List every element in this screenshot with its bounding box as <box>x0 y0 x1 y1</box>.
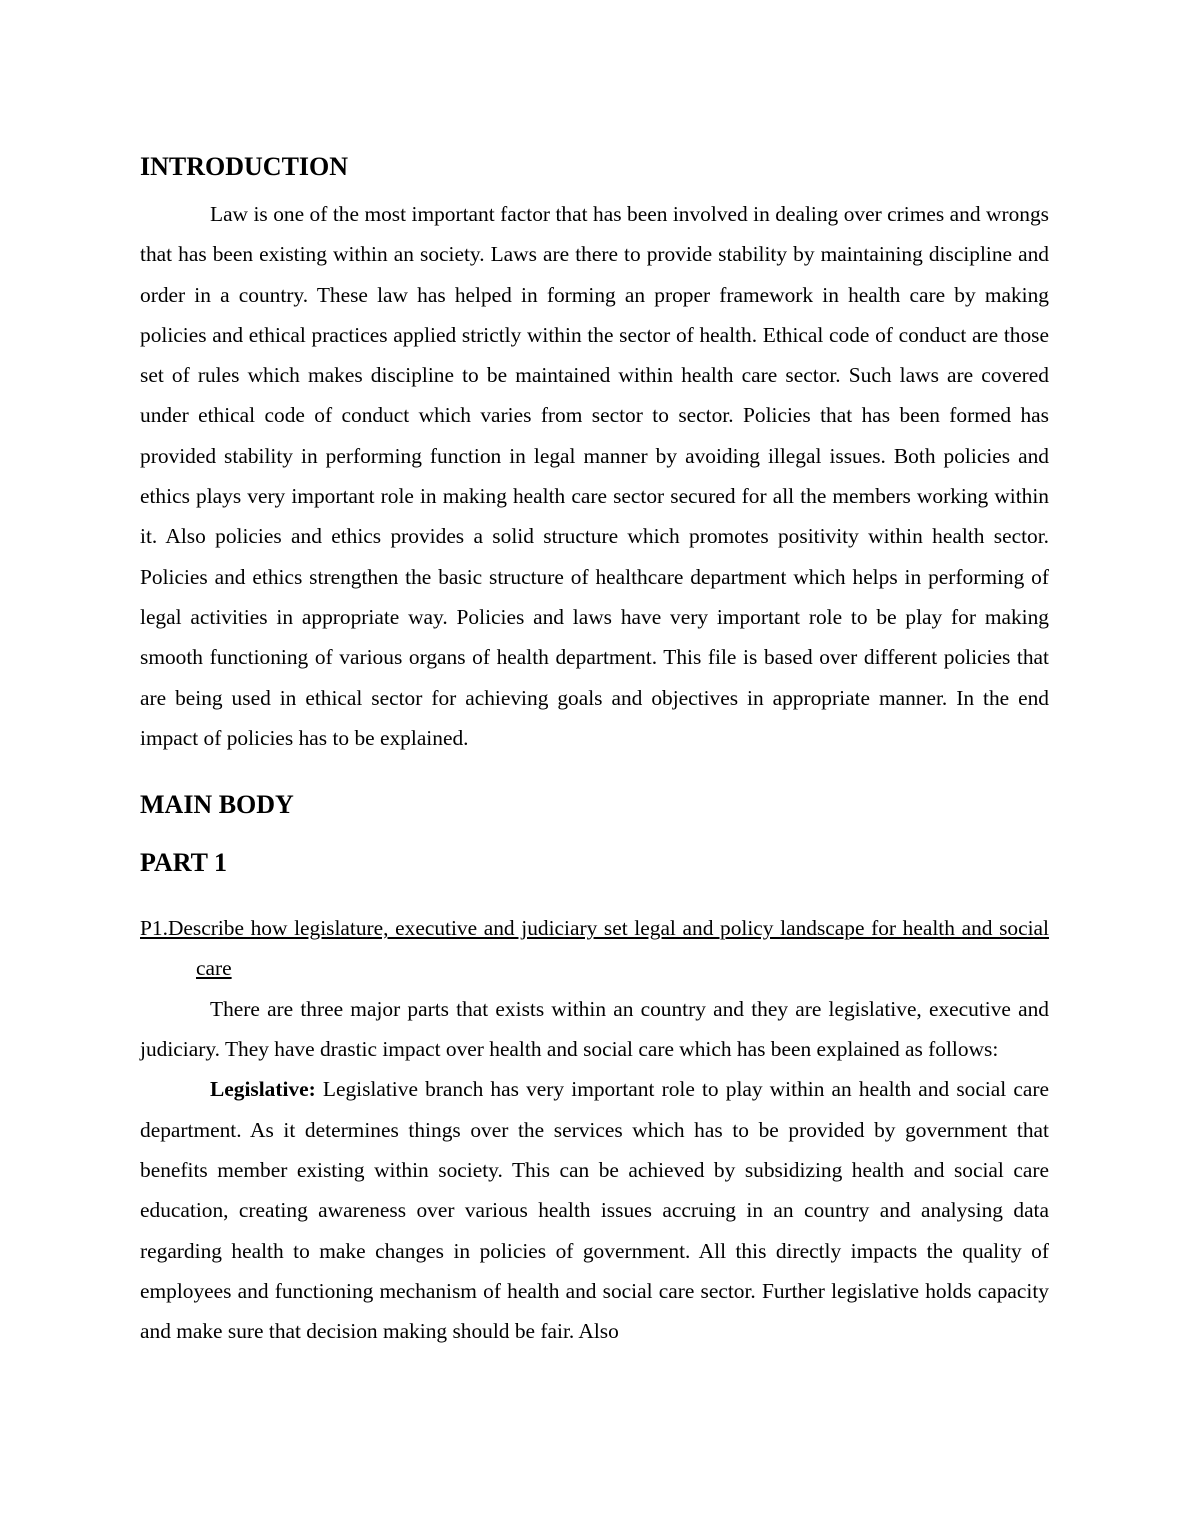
introduction-heading: INTRODUCTION <box>140 152 349 181</box>
legislative-label: Legislative: <box>210 1077 316 1102</box>
main-body-heading: MAIN BODY <box>140 790 294 820</box>
question-p1: P1.Describe how legislature, executive and judiciary set legal and policy landscape for health and social care <box>140 916 1049 981</box>
introduction-paragraph: Law is one of the most important factor that has been involved in dealing over crimes and wrongs that has been existing within an society. Laws are there to provide stability by maintaining discipline and order in a country. These law has helped in forming an proper framework in health care by making policies and ethical practices applied strictly within the sector of health. Ethical code of conduct are those set of rules which makes discipline to be maintained within health care sector. Such laws are covered under ethical code of conduct which varies from sector to sector. Policies that has been formed has provided stability in performing function in legal manner by avoiding illegal issues. Both policies and ethics plays very important role in making health care sector secured for all the members working within it. Also policies and ethics provides a solid structure which promotes positivity within health sector. Policies and ethics strengthen the basic structure of healthcare department which helps in performing of legal activities in appropriate way. Policies and laws have very important role to be play for making smooth functioning of various organs of health department. This file is based over different policies that are being used in ethical sector for achieving goals and objectives in appropriate manner. In the end impact of policies has to be explained. <box>140 202 1049 750</box>
legislative-text: Legislative branch has very important role to play within an health and social care department. As it determines things over the services which has to be provided by government that benefits member existing within society. This can be achieved by subsidizing health and social care education, creating awareness over various health issues accruing in an country and analysing data regarding health to make changes in policies of government. All this directly impacts the quality of employees and functioning mechanism of health and social care sector. Further legislative holds capacity and make sure that decision making should be fair. Also <box>140 1077 1049 1344</box>
part-1-heading: PART 1 <box>140 848 227 878</box>
branches-intro-paragraph: There are three major parts that exists within an country and they are legislative, executive and judiciary. They have drastic impact over health and social care which has been explained as follows: <box>140 996 1049 1062</box>
legislative-paragraph <box>140 1069 1049 1351</box>
document-page <box>140 150 1049 1351</box>
